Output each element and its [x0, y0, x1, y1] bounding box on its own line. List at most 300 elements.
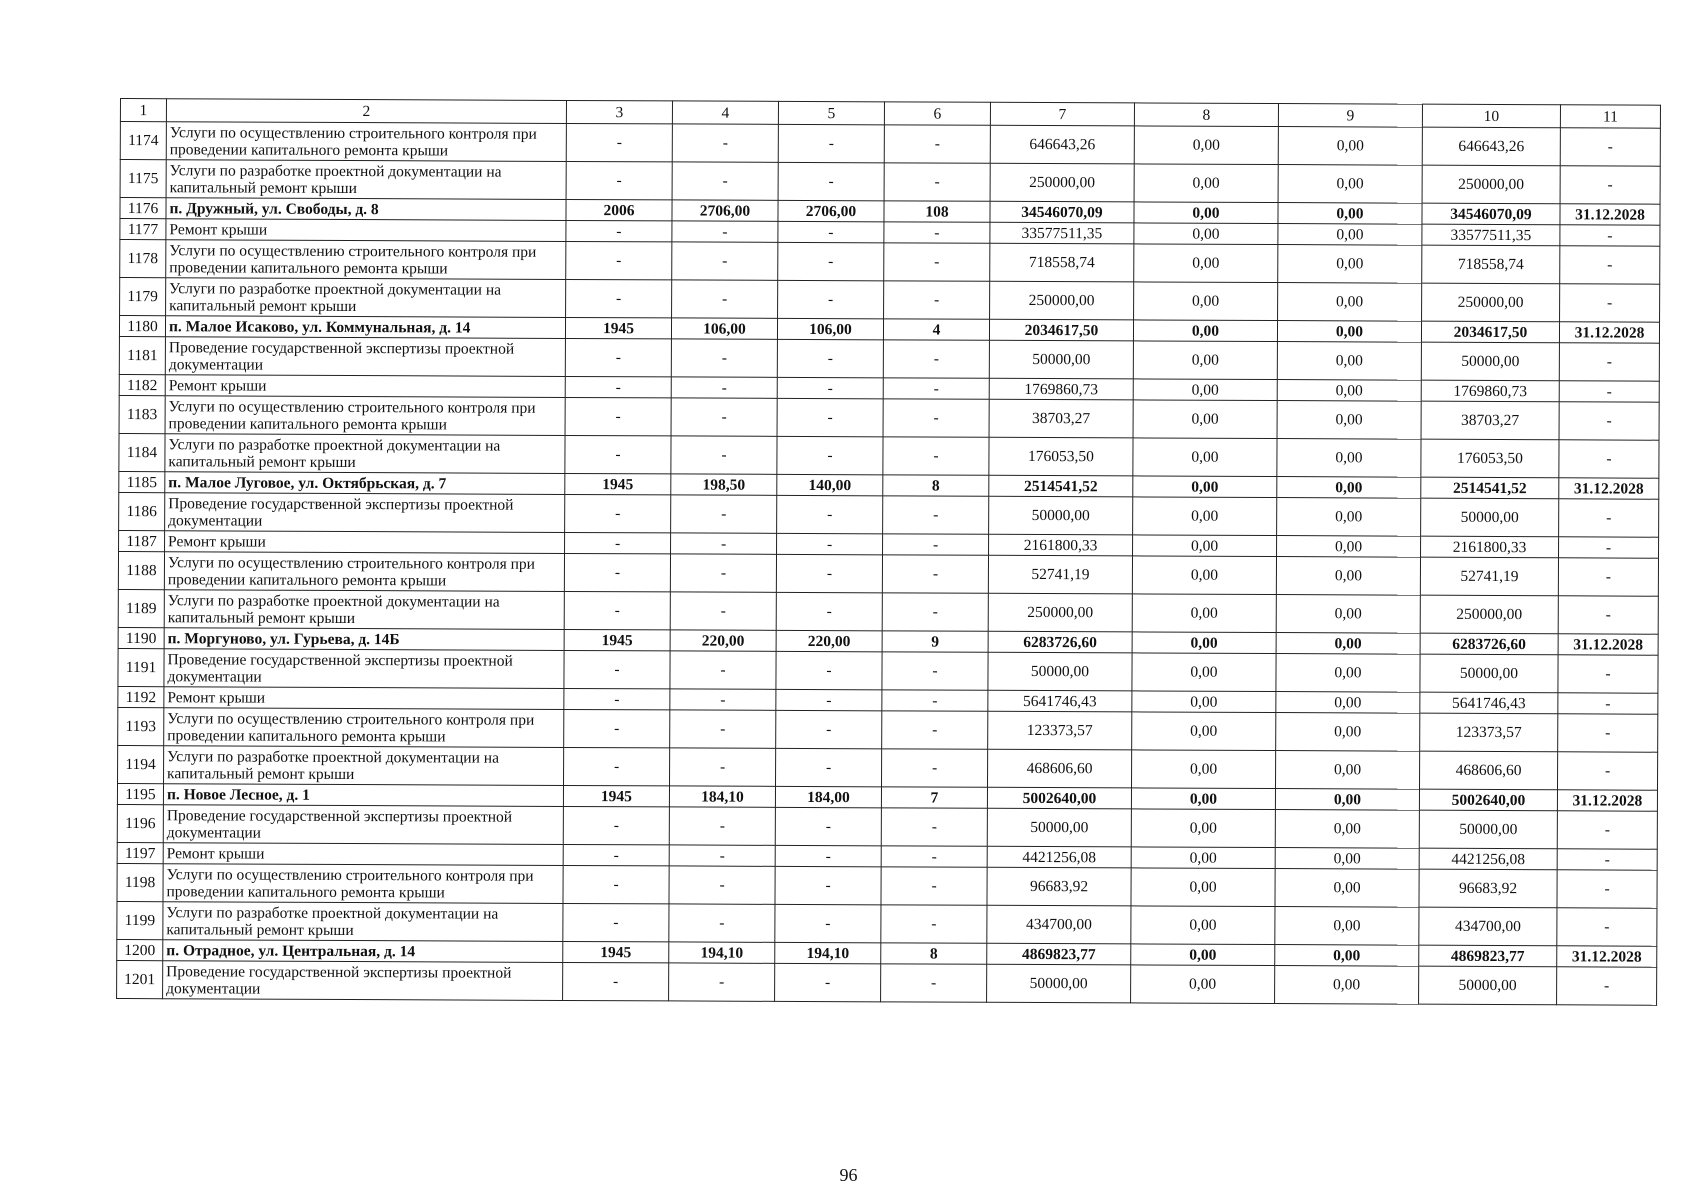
- col-3-value: -: [565, 338, 671, 376]
- col-5-value: -: [775, 866, 881, 904]
- col-6-value: -: [882, 555, 988, 593]
- col-5-value: -: [776, 689, 882, 710]
- row-description: Услуги по осуществлению строительного контроля при проведении капитального ремонта крыши: [166, 122, 566, 162]
- col-8-value: 0,00: [1132, 712, 1276, 751]
- col-4-value: -: [670, 710, 776, 748]
- col-11-value: 31.12.2028: [1557, 946, 1657, 967]
- col-11-value: -: [1559, 381, 1659, 402]
- row-number: 1183: [119, 395, 165, 433]
- col-4-value: -: [671, 495, 777, 533]
- col-7-value: 123373,57: [988, 711, 1132, 750]
- col-4-value: -: [672, 242, 778, 280]
- col-5-value: -: [777, 436, 883, 474]
- col-7-value: 34546070,09: [990, 201, 1134, 223]
- table-row: [117, 804, 1657, 849]
- row-description: Ремонт крыши: [163, 843, 563, 866]
- row-number: 1180: [119, 316, 165, 337]
- row-description: п. Малое Луговое, ул. Октябрьская, д. 7: [165, 472, 565, 495]
- col-11-value: -: [1558, 714, 1658, 752]
- col-11-value: -: [1558, 655, 1658, 693]
- table-row: [119, 433, 1659, 478]
- col-3-value: -: [563, 844, 669, 865]
- col-9-value: 0,00: [1275, 848, 1419, 870]
- col-7-value: 33577511,35: [990, 222, 1134, 244]
- col-6-value: 8: [881, 943, 987, 964]
- col-5-value: -: [776, 554, 882, 592]
- col-10-value: 2034617,50: [1421, 321, 1559, 343]
- row-description: Услуги по осуществлению строительного контроля при проведении капитального ремонта крыши: [163, 864, 563, 904]
- col-7-value: 50000,00: [988, 652, 1132, 691]
- header-cell: 7: [990, 102, 1134, 126]
- col-10-value: 250000,00: [1420, 595, 1558, 634]
- col-7-value: 50000,00: [987, 808, 1131, 847]
- col-4-value: -: [670, 689, 776, 710]
- table-row: [120, 278, 1660, 323]
- col-3-value: -: [565, 397, 671, 435]
- page-number: 96: [839, 1165, 858, 1185]
- col-7-value: 718558,74: [990, 243, 1134, 282]
- col-3-value: 1945: [564, 629, 670, 650]
- col-6-value: -: [884, 163, 990, 201]
- col-11-value: -: [1559, 440, 1659, 478]
- header-cell: 11: [1560, 105, 1660, 128]
- col-3-value: -: [563, 806, 669, 844]
- col-10-value: 250000,00: [1422, 283, 1560, 322]
- col-5-value: -: [777, 398, 883, 436]
- row-number: 1177: [120, 219, 166, 240]
- col-8-value: 0,00: [1131, 944, 1275, 966]
- col-7-value: 96683,92: [987, 867, 1131, 906]
- col-6-value: -: [882, 690, 988, 711]
- col-10-value: 2514541,52: [1421, 477, 1559, 499]
- row-description: Услуги по разработке проектной документации на капитальный ремонт крыши: [165, 434, 565, 474]
- col-6-value: -: [882, 711, 988, 749]
- col-11-value: -: [1560, 225, 1660, 246]
- col-3-value: -: [566, 161, 672, 199]
- col-5-value: 220,00: [776, 630, 882, 651]
- row-description: Услуги по осуществлению строительного контроля при проведении капитального ремонта крыши: [164, 552, 564, 592]
- col-9-value: 0,00: [1277, 321, 1421, 343]
- col-10-value: 50000,00: [1419, 810, 1557, 849]
- col-3-value: -: [566, 279, 672, 317]
- col-9-value: 0,00: [1275, 945, 1419, 967]
- col-10-value: 718558,74: [1422, 245, 1560, 284]
- row-description: Проведение государственной экспертизы проектной документации: [163, 961, 563, 1001]
- col-9-value: 0,00: [1275, 810, 1419, 849]
- table-row: [120, 240, 1660, 285]
- col-3-value: -: [564, 747, 670, 785]
- col-7-value: 2514541,52: [989, 475, 1133, 497]
- row-number: 1190: [118, 627, 164, 648]
- col-5-value: -: [775, 963, 881, 1001]
- col-8-value: 0,00: [1131, 750, 1275, 789]
- row-number: 1188: [118, 551, 164, 589]
- row-description: Проведение государственной экспертизы проектной документации: [163, 805, 563, 845]
- col-11-value: -: [1559, 402, 1659, 440]
- row-description: Услуги по осуществлению строительного контроля при проведении капитального ремонта крыши: [165, 396, 565, 436]
- table-row: [119, 336, 1659, 381]
- table-row: [118, 648, 1658, 693]
- col-11-value: -: [1560, 128, 1660, 166]
- col-6-value: -: [881, 867, 987, 905]
- col-10-value: 6283726,60: [1420, 633, 1558, 655]
- col-4-value: -: [669, 845, 775, 866]
- col-9-value: 0,00: [1278, 245, 1422, 284]
- col-9-value: 0,00: [1276, 713, 1420, 752]
- col-10-value: 50000,00: [1421, 342, 1559, 381]
- col-8-value: 0,00: [1131, 788, 1275, 810]
- col-4-value: -: [670, 592, 776, 630]
- col-7-value: 50000,00: [989, 496, 1133, 535]
- row-description: п. Моргуново, ул. Гурьева, д. 14Б: [164, 628, 564, 651]
- col-5-value: -: [778, 162, 884, 200]
- col-9-value: 0,00: [1276, 633, 1420, 655]
- col-6-value: 108: [884, 201, 990, 222]
- col-5-value: 106,00: [777, 318, 883, 339]
- col-7-value: 434700,00: [987, 905, 1131, 944]
- col-8-value: 0,00: [1133, 535, 1277, 557]
- table-row: [117, 901, 1657, 946]
- col-6-value: -: [881, 964, 987, 1002]
- row-description: п. Малое Исаково, ул. Коммунальная, д. 14: [165, 316, 565, 339]
- col-9-value: 0,00: [1278, 224, 1422, 246]
- col-9-value: 0,00: [1275, 869, 1419, 908]
- row-description: п. Дружный, ул. Свободы, д. 8: [166, 198, 566, 221]
- col-7-value: 1769860,73: [989, 378, 1133, 400]
- col-6-value: -: [881, 846, 987, 867]
- col-11-value: -: [1557, 811, 1657, 849]
- col-11-value: -: [1557, 967, 1657, 1005]
- row-description: Ремонт крыши: [166, 219, 566, 242]
- col-8-value: 0,00: [1133, 400, 1277, 439]
- col-6-value: -: [883, 496, 989, 534]
- works-table: [116, 98, 1661, 1006]
- row-description: Проведение государственной экспертизы проектной документации: [165, 337, 565, 377]
- table-row: [119, 492, 1659, 537]
- row-description: п. Новое Лесное, д. 1: [163, 784, 563, 807]
- col-3-value: -: [563, 865, 669, 903]
- row-description: Проведение государственной экспертизы проектной документации: [165, 493, 565, 533]
- col-4-value: -: [672, 280, 778, 318]
- header-cell: 3: [566, 100, 672, 123]
- row-number: 1176: [120, 198, 166, 219]
- col-5-value: -: [778, 280, 884, 318]
- col-8-value: 0,00: [1134, 244, 1278, 283]
- col-9-value: 0,00: [1277, 342, 1421, 381]
- col-9-value: 0,00: [1277, 439, 1421, 478]
- col-6-value: -: [884, 222, 990, 243]
- col-4-value: 198,50: [671, 474, 777, 495]
- col-10-value: 4869823,77: [1419, 945, 1557, 967]
- row-number: 1178: [120, 240, 166, 278]
- col-7-value: 4869823,77: [987, 943, 1131, 965]
- col-4-value: -: [669, 904, 775, 942]
- col-11-value: -: [1558, 596, 1658, 634]
- col-6-value: 9: [882, 631, 988, 652]
- col-6-value: -: [883, 340, 989, 378]
- row-number: 1174: [120, 122, 166, 160]
- col-11-value: 31.12.2028: [1559, 478, 1659, 499]
- col-3-value: -: [565, 494, 671, 532]
- col-5-value: -: [775, 845, 881, 866]
- header-cell: 1: [120, 99, 166, 122]
- col-9-value: 0,00: [1275, 789, 1419, 811]
- row-number: 1193: [118, 707, 164, 745]
- col-9-value: 0,00: [1278, 127, 1422, 166]
- row-number: 1182: [119, 374, 165, 395]
- col-8-value: 0,00: [1132, 556, 1276, 595]
- col-7-value: 250000,00: [990, 163, 1134, 202]
- col-3-value: 1945: [565, 473, 671, 494]
- row-number: 1191: [118, 648, 164, 686]
- col-8-value: 0,00: [1131, 868, 1275, 907]
- col-10-value: 5002640,00: [1419, 789, 1557, 811]
- col-11-value: 31.12.2028: [1557, 790, 1657, 811]
- col-4-value: -: [672, 162, 778, 200]
- col-9-value: 0,00: [1275, 907, 1419, 946]
- header-cell: 6: [884, 102, 990, 125]
- col-5-value: -: [775, 807, 881, 845]
- row-number: 1181: [119, 336, 165, 374]
- col-4-value: 194,10: [669, 942, 775, 963]
- col-9-value: 0,00: [1277, 536, 1421, 558]
- col-10-value: 96683,92: [1419, 869, 1557, 908]
- col-10-value: 33577511,35: [1422, 224, 1560, 246]
- col-3-value: -: [563, 903, 669, 941]
- table-row: [117, 863, 1657, 908]
- col-5-value: 140,00: [777, 474, 883, 495]
- col-3-value: 1945: [563, 785, 669, 806]
- col-11-value: -: [1557, 870, 1657, 908]
- col-7-value: 38703,27: [989, 399, 1133, 438]
- row-number: 1197: [117, 842, 163, 863]
- col-5-value: -: [777, 339, 883, 377]
- col-9-value: 0,00: [1275, 751, 1419, 790]
- header-cell: 9: [1278, 104, 1422, 128]
- row-description: Услуги по разработке проектной документации на капитальный ремонт крыши: [164, 746, 564, 786]
- col-3-value: -: [566, 241, 672, 279]
- col-3-value: -: [564, 591, 670, 629]
- header-cell: 8: [1134, 103, 1278, 127]
- col-10-value: 50000,00: [1420, 654, 1558, 693]
- col-4-value: -: [671, 339, 777, 377]
- table-row: [120, 160, 1660, 205]
- table-row: [119, 395, 1659, 440]
- col-8-value: 0,00: [1133, 320, 1277, 342]
- col-3-value: -: [564, 553, 670, 591]
- col-5-value: -: [778, 221, 884, 242]
- col-7-value: 50000,00: [987, 964, 1131, 1003]
- col-11-value: -: [1557, 752, 1657, 790]
- col-6-value: -: [881, 905, 987, 943]
- col-4-value: 106,00: [671, 318, 777, 339]
- col-7-value: 52741,19: [988, 555, 1132, 594]
- col-8-value: 0,00: [1132, 632, 1276, 654]
- header-cell: 2: [166, 99, 566, 124]
- table-row: [118, 589, 1658, 634]
- col-10-value: 34546070,09: [1422, 203, 1560, 225]
- col-8-value: 0,00: [1134, 126, 1278, 165]
- col-6-value: -: [882, 593, 988, 631]
- col-4-value: -: [671, 377, 777, 398]
- col-4-value: -: [669, 963, 775, 1001]
- col-6-value: 8: [883, 475, 989, 496]
- row-number: 1186: [119, 492, 165, 530]
- col-5-value: -: [776, 592, 882, 630]
- col-6-value: -: [884, 125, 990, 163]
- row-number: 1194: [118, 745, 164, 783]
- col-11-value: -: [1558, 693, 1658, 714]
- col-4-value: -: [672, 221, 778, 242]
- col-8-value: 0,00: [1134, 202, 1278, 224]
- table-row: [117, 960, 1657, 1005]
- col-3-value: 1945: [563, 941, 669, 962]
- row-number: 1196: [117, 804, 163, 842]
- col-8-value: 0,00: [1132, 691, 1276, 713]
- col-11-value: -: [1559, 537, 1659, 558]
- col-4-value: -: [670, 554, 776, 592]
- row-description: Услуги по осуществлению строительного контроля при проведении капитального ремонта крыши: [166, 240, 566, 280]
- row-number: 1175: [120, 160, 166, 198]
- col-8-value: 0,00: [1133, 341, 1277, 380]
- col-4-value: -: [671, 533, 777, 554]
- col-10-value: 176053,50: [1421, 439, 1559, 478]
- table-row: [120, 122, 1660, 167]
- col-7-value: 646643,26: [990, 125, 1134, 164]
- row-description: Ремонт крыши: [165, 531, 565, 554]
- table-row: [118, 745, 1658, 790]
- row-number: 1184: [119, 433, 165, 471]
- col-11-value: -: [1557, 849, 1657, 870]
- col-8-value: 0,00: [1133, 379, 1277, 401]
- col-5-value: 2706,00: [778, 200, 884, 221]
- row-description: Проведение государственной экспертизы проектной документации: [164, 649, 564, 689]
- col-8-value: 0,00: [1134, 282, 1278, 321]
- row-number: 1200: [117, 939, 163, 960]
- row-number: 1179: [120, 278, 166, 316]
- col-3-value: -: [565, 435, 671, 473]
- col-7-value: 50000,00: [989, 340, 1133, 379]
- col-7-value: 176053,50: [989, 437, 1133, 476]
- col-6-value: -: [883, 437, 989, 475]
- col-10-value: 5641746,43: [1420, 692, 1558, 714]
- col-8-value: 0,00: [1132, 653, 1276, 692]
- col-11-value: -: [1560, 284, 1660, 322]
- col-8-value: 0,00: [1131, 809, 1275, 848]
- row-number: 1198: [117, 863, 163, 901]
- header-cell: 5: [778, 101, 884, 124]
- header-cell: 4: [672, 101, 778, 124]
- col-8-value: 0,00: [1131, 965, 1275, 1004]
- col-5-value: -: [778, 124, 884, 162]
- col-9-value: 0,00: [1277, 401, 1421, 440]
- col-6-value: 4: [883, 319, 989, 340]
- col-6-value: -: [882, 652, 988, 690]
- row-description: п. Отрадное, ул. Центральная, д. 14: [163, 940, 563, 963]
- col-7-value: 6283726,60: [988, 631, 1132, 653]
- col-10-value: 646643,26: [1422, 127, 1560, 166]
- col-5-value: -: [777, 377, 883, 398]
- col-3-value: -: [565, 376, 671, 397]
- col-10-value: 434700,00: [1419, 907, 1557, 946]
- col-6-value: -: [883, 399, 989, 437]
- col-4-value: 184,10: [669, 786, 775, 807]
- col-11-value: -: [1559, 499, 1659, 537]
- col-9-value: 0,00: [1276, 654, 1420, 693]
- col-5-value: -: [777, 533, 883, 554]
- row-description: Услуги по разработке проектной документации на капитальный ремонт крыши: [164, 590, 564, 630]
- col-10-value: 52741,19: [1420, 557, 1558, 596]
- col-7-value: 468606,60: [988, 749, 1132, 788]
- row-number: 1199: [117, 901, 163, 939]
- col-6-value: -: [883, 534, 989, 555]
- col-9-value: 0,00: [1278, 165, 1422, 204]
- col-8-value: 0,00: [1134, 223, 1278, 245]
- col-9-value: 0,00: [1276, 557, 1420, 596]
- col-9-value: 0,00: [1276, 692, 1420, 714]
- header-cell: 10: [1422, 104, 1560, 128]
- col-3-value: -: [566, 220, 672, 241]
- col-5-value: 184,00: [775, 786, 881, 807]
- table-row: [118, 551, 1658, 596]
- col-5-value: -: [777, 495, 883, 533]
- col-5-value: -: [776, 651, 882, 689]
- col-8-value: 0,00: [1133, 497, 1277, 536]
- col-7-value: 2161800,33: [989, 534, 1133, 556]
- table-row: [118, 707, 1658, 752]
- col-11-value: -: [1559, 343, 1659, 381]
- col-5-value: -: [776, 748, 882, 786]
- col-11-value: 31.12.2028: [1560, 204, 1660, 225]
- col-7-value: 5002640,00: [987, 787, 1131, 809]
- col-4-value: -: [671, 436, 777, 474]
- row-number: 1201: [117, 960, 163, 998]
- col-5-value: -: [778, 242, 884, 280]
- col-5-value: -: [776, 710, 882, 748]
- row-description: Ремонт крыши: [164, 687, 564, 710]
- col-6-value: -: [883, 378, 989, 399]
- col-6-value: -: [881, 808, 987, 846]
- col-5-value: -: [775, 904, 881, 942]
- col-4-value: -: [672, 124, 778, 162]
- col-11-value: -: [1560, 246, 1660, 284]
- table-body: [117, 122, 1661, 1006]
- col-8-value: 0,00: [1133, 476, 1277, 498]
- col-4-value: 2706,00: [672, 200, 778, 221]
- col-3-value: 1945: [565, 317, 671, 338]
- col-3-value: -: [564, 709, 670, 747]
- col-6-value: -: [884, 243, 990, 281]
- col-8-value: 0,00: [1133, 438, 1277, 477]
- row-description: Услуги по разработке проектной документации на капитальный ремонт крыши: [163, 902, 563, 942]
- col-10-value: 123373,57: [1420, 713, 1558, 752]
- row-description: Услуги по разработке проектной документации на капитальный ремонт крыши: [166, 278, 566, 318]
- col-3-value: -: [563, 962, 669, 1000]
- col-9-value: 0,00: [1277, 498, 1421, 537]
- col-3-value: -: [564, 650, 670, 688]
- col-10-value: 2161800,33: [1421, 536, 1559, 558]
- col-11-value: -: [1560, 166, 1660, 204]
- col-6-value: -: [882, 749, 988, 787]
- col-10-value: 50000,00: [1421, 498, 1559, 537]
- col-8-value: 0,00: [1132, 594, 1276, 633]
- col-3-value: 2006: [566, 199, 672, 220]
- col-9-value: 0,00: [1277, 380, 1421, 402]
- col-8-value: 0,00: [1131, 906, 1275, 945]
- col-4-value: -: [669, 807, 775, 845]
- row-number: 1195: [117, 783, 163, 804]
- col-4-value: -: [670, 748, 776, 786]
